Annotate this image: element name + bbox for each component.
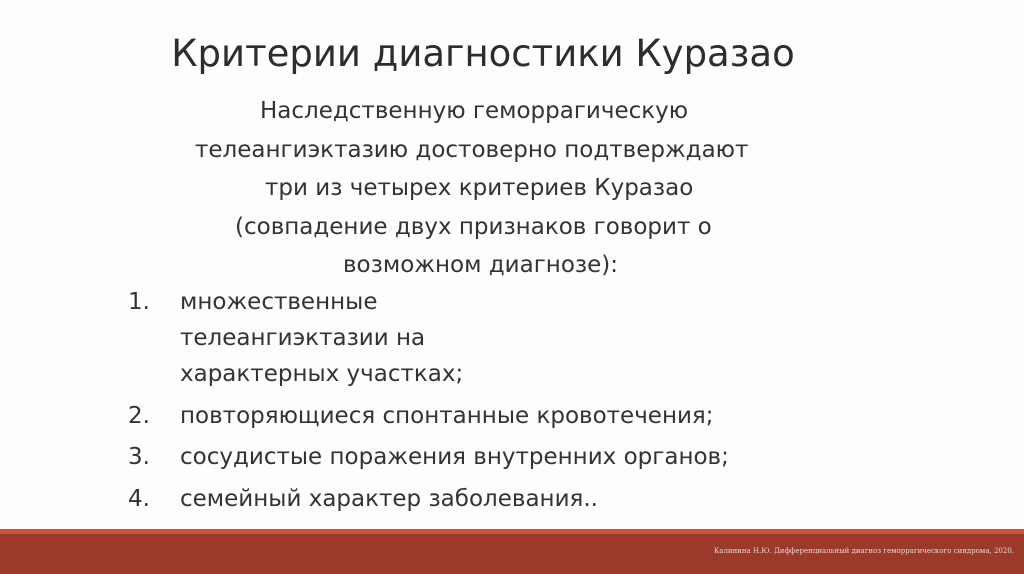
criteria-number: 2. [128,402,150,429]
intro-paragraph [160,92,840,285]
intro-line: (совпадение двух признаков говорит о [235,213,712,240]
intro-line: возможном диагнозе): [343,252,619,278]
slide-title: Критерии диагностики Куразао [171,32,795,75]
criteria-text: множественные телеангиэктазии на характерных участках; [180,289,464,387]
criteria-text: повторяющиеся спонтанные кровотечения; [180,402,714,429]
criteria-text: семейный характер заболевания.. [180,485,598,512]
intro-line: три из четырех критериев Куразао [265,175,694,201]
intro-line: телеангиэктазию достоверно подтверждают [195,136,749,163]
criteria-number: 3. [128,444,150,470]
criteria-list [128,284,848,522]
criteria-item [128,284,848,392]
criteria-item [128,398,848,434]
criteria-text: сосудистые поражения внутренних органов; [180,444,729,470]
criteria-number: 4. [128,485,150,512]
criteria-number: 1. [128,289,150,315]
criteria-item [128,439,848,475]
criteria-item [128,481,848,517]
footer-bar-accent [0,529,1024,534]
footer-citation: Калинина Н.Ю. Дифференциальный диагноз геморрагического синдрома, 2020. [713,547,1014,555]
intro-line: Наследственную геморрагическую [260,98,689,124]
